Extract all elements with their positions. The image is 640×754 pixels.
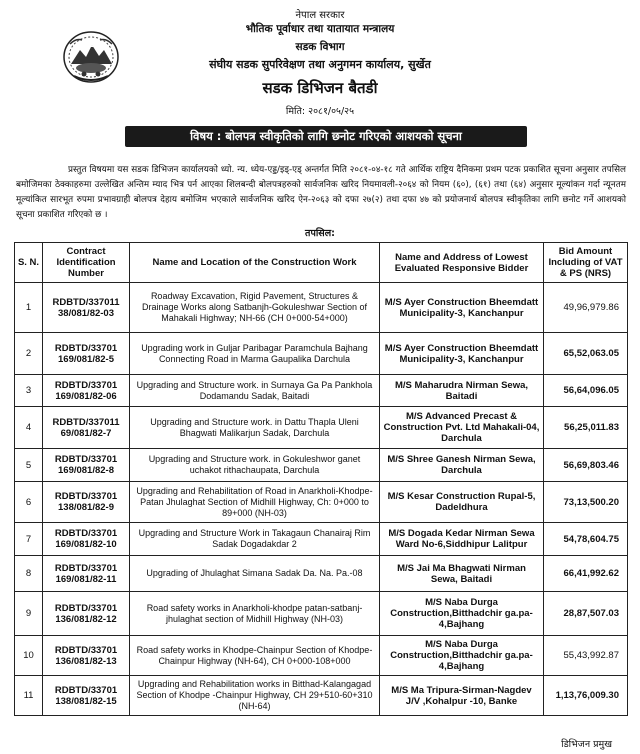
government-name: नेपाल सरकार	[295, 10, 345, 21]
department-name: सडक विभाग	[295, 41, 345, 53]
header-work: Name and Location of the Construction Work	[130, 243, 380, 283]
row-contract-id: RDBTD/337011 69/081/82-7	[43, 407, 130, 449]
row-amount: 55,43,992.87	[544, 636, 628, 676]
row-amount: 56,69,803.46	[544, 449, 628, 482]
row-work: Upgrading and Rehabilitation works in Bitthad-Kalangagad Section of Khodpe -Chainpur Highway, CH 29+510-60+310 (NH-64)	[130, 676, 380, 716]
row-amount: 56,25,011.83	[544, 407, 628, 449]
ministry-name: भौतिक पूर्वाधार तथा यातायात मन्त्रालय	[245, 23, 395, 35]
row-bidder: M/S Maharudra Nirman Sewa, Baitadi	[380, 375, 544, 407]
header-amount: Bid Amount Including of VAT & PS (NRS)	[544, 243, 628, 283]
row-bidder: M/S Naba Durga Construction,Bitthadchir ga.pa-4,Bajhang	[380, 636, 544, 676]
header-sn: S. N.	[15, 243, 43, 283]
row-bidder: M/S Advanced Precast & Construction Pvt. Ltd Mahakali-04, Darchula	[380, 407, 544, 449]
row-contract-id: RDBTD/33701 136/081/82-13	[43, 636, 130, 676]
row-contract-id: RDBTD/33701 169/081/82-5	[43, 333, 130, 375]
row-contract-id: RDBTD/33701 169/081/82-06	[43, 375, 130, 407]
row-sn: 5	[15, 449, 43, 482]
row-sn: 8	[15, 556, 43, 592]
row-sn: 7	[15, 523, 43, 556]
row-contract-id: RDBTD/33701 169/081/82-11	[43, 556, 130, 592]
row-contract-id: RDBTD/33701 138/081/82-9	[43, 482, 130, 523]
row-work: Road safety works in Anarkholi-khodpe patan-satbanj-jhulaghat section of Midhill Highway (NH-03)	[130, 592, 380, 636]
intro-paragraph: प्रस्तुत विषयमा यस सडक डिभिजन कार्यालयको ध्यो. न्य. ध्येय-एड्ड/इड्-एड् अन्तर्गत मिति २०८१-०४-१८ गते आर्थिक राष्ट्रिय दैनिकमा प्रथम पटक प्रकाशित सूचना अनुसार तपसिल बमोजिमका ठेक्काहरुमा उल्लेखित अन्तिम म्याद भित्र पर्न आएका शिलबन्दी बोलपत्रहरुको सार्वजनिक खरिद नियमावली-२०६४ को नियम (६०), (६१) तथा (६४) अनुसार मूल्यांकन गर्दा न्यूनतम मूल्यांकित सारभूत रुपमा प्रभावग्राही बोलपत्र देहाय बमोजिम भएकाले सार्वजनिक खरिद ऐन-२०६३ को दफा २७(२) तथा दफा ४७ को प्रयोजनार्थ बोलपत्र स्वीकृतिका लागि छनोट गर्ने आशयको सूचना प्रकाशित गरिएको छ ।	[16, 165, 626, 220]
row-sn: 2	[15, 333, 43, 375]
table-row	[15, 636, 628, 676]
row-work: Upgrading and Structure Work in Takagaun Chanairaj Rim Sadak Dogadakdar 2	[130, 523, 380, 556]
table-row	[15, 482, 628, 523]
row-sn: 10	[15, 636, 43, 676]
row-bidder: M/S Kesar Construction Rupal-5, Dadeldhura	[380, 482, 544, 523]
table-row	[15, 283, 628, 333]
contracts-table	[14, 242, 628, 716]
row-work: Upgrading and Rehabilitation of Road in Anarkholi-Khodpe-Patan Jhulaghat Section of Midhill Highway, Ch: 0+000 to 89+000 (NH-03)	[130, 482, 380, 523]
table-row	[15, 449, 628, 482]
row-amount: 54,78,604.75	[544, 523, 628, 556]
row-bidder: M/S Dogada Kedar Nirman Sewa Ward No-6,Siddhipur Lalitpur	[380, 523, 544, 556]
row-bidder: M/S Ma Tripura-Sirman-Nagdev J/V ,Kohalpur -10, Banke	[380, 676, 544, 716]
notice-date: मिति: २०८१/०५/२५	[285, 106, 355, 117]
row-bidder: M/S Naba Durga Construction,Bitthadchir ga.pa-4,Bajhang	[380, 592, 544, 636]
row-work: Upgrading of Jhulaghat Simana Sadak Da. Na. Pa.-08	[130, 556, 380, 592]
header-bidder: Name and Address of Lowest Evaluated Responsive Bidder	[380, 243, 544, 283]
row-bidder: M/S Ayer Construction Bheemdatt Municipality-3, Kanchanpur	[380, 333, 544, 375]
row-amount: 1,13,76,009.30	[544, 676, 628, 716]
table-row	[15, 556, 628, 592]
row-contract-id: RDBTD/337011 38/081/82-03	[43, 283, 130, 333]
row-sn: 1	[15, 283, 43, 333]
row-sn: 6	[15, 482, 43, 523]
row-sn: 11	[15, 676, 43, 716]
office-name: संघीय सडक सुपरिवेक्षण तथा अनुगमन कार्यालय, सुर्खेत	[209, 58, 431, 71]
row-contract-id: RDBTD/33701 138/081/82-15	[43, 676, 130, 716]
row-bidder: M/S Shree Ganesh Nirman Sewa, Darchula	[380, 449, 544, 482]
subject-banner: विषय : बोलपत्र स्वीकृतिको लागि छनोट गरिएको आशयको सूचना	[125, 126, 527, 147]
table-row	[15, 592, 628, 636]
row-amount: 65,52,063.05	[544, 333, 628, 375]
division-name: सडक डिभिजन बैतडी	[262, 79, 378, 97]
row-contract-id: RDBTD/33701 169/081/82-8	[43, 449, 130, 482]
header-contract-id: Contract Identification Number	[43, 243, 130, 283]
row-sn: 4	[15, 407, 43, 449]
row-work: Upgrading and Structure work. in Surnaya Ga Pa Pankhola Dodamandu Sadak, Baitadi	[130, 375, 380, 407]
row-work: Upgrading work in Guljar Paribagar Paramchula Bajhang Connecting Road in Marma Gaupalika Darchula	[130, 333, 380, 375]
row-amount: 28,87,507.03	[544, 592, 628, 636]
table-row	[15, 375, 628, 407]
table-row	[15, 523, 628, 556]
row-work: Roadway Excavation, Rigid Pavement, Structures & Drainage Works along Satbanjh-Gokuleshwar Section of Mahakali Highway; NH-66 (CH 0+000-54+000)	[130, 283, 380, 333]
row-contract-id: RDBTD/33701 136/081/82-12	[43, 592, 130, 636]
table-row	[15, 676, 628, 716]
schedule-label: तपसिल:	[305, 228, 335, 239]
row-amount: 49,96,979.86	[544, 283, 628, 333]
table-header-row	[15, 243, 628, 283]
row-contract-id: RDBTD/33701 169/081/82-10	[43, 523, 130, 556]
row-work: Road safety works in Khodpe-Chainpur Section of Khodpe-Chainpur Highway (NH-64), CH 0+000-108+000	[130, 636, 380, 676]
row-work: Upgrading and Structure work. in Dattu Thapla Uleni Bhagwati Malikarjun Sadak, Darchula	[130, 407, 380, 449]
row-amount: 73,13,500.20	[544, 482, 628, 523]
row-bidder: M/S Jai Ma Bhagwati Nirman Sewa, Baitadi	[380, 556, 544, 592]
row-amount: 66,41,992.62	[544, 556, 628, 592]
row-amount: 56,64,096.05	[544, 375, 628, 407]
table-row	[15, 333, 628, 375]
row-bidder: M/S Ayer Construction Bheemdatt Municipality-3, Kanchanpur	[380, 283, 544, 333]
table-row	[15, 407, 628, 449]
division-chief-signature-label: डिभिजन प्रमुख	[561, 739, 612, 750]
row-work: Upgrading and Structure work. in Gokuleshwor ganet uchakot rithachaupata, Darchula	[130, 449, 380, 482]
row-sn: 9	[15, 592, 43, 636]
row-sn: 3	[15, 375, 43, 407]
